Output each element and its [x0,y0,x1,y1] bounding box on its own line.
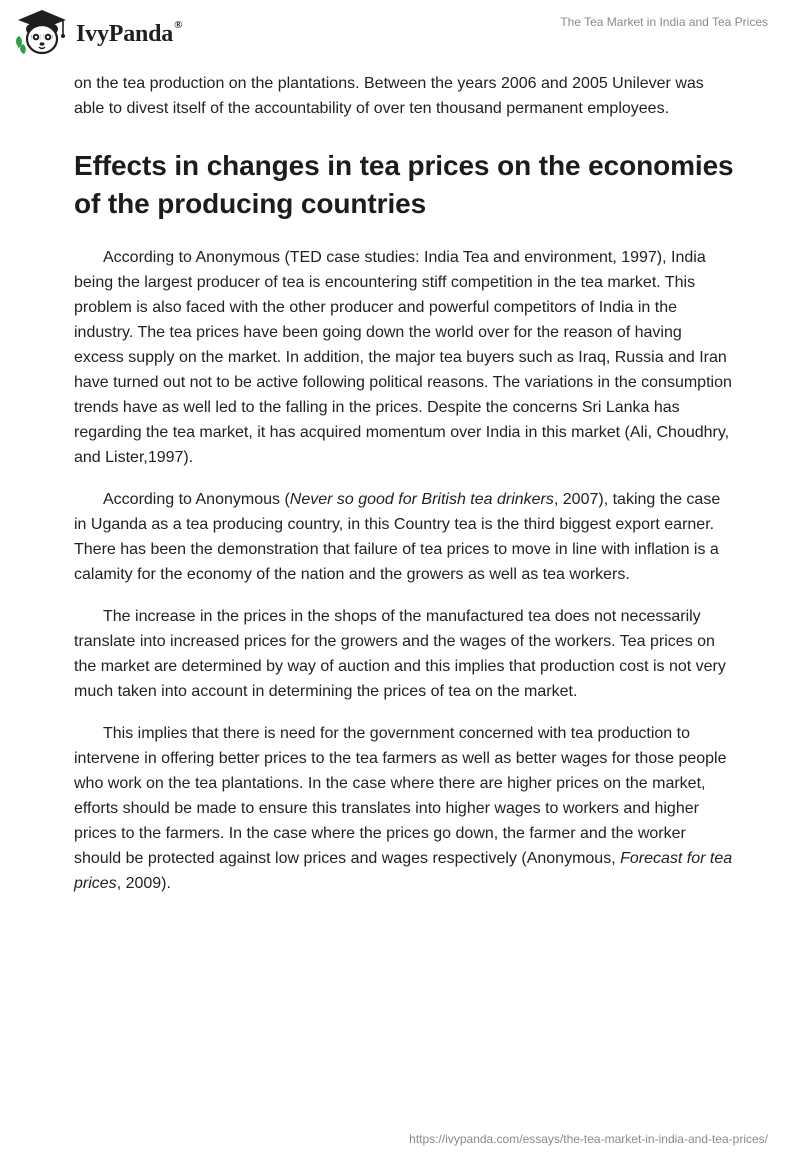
paragraph-4-start: This implies that there is need for the government concerned with tea production to intervene in offering better prices to the tea farmers as well as better wages for those people who work on the tea plantations. In the case where there are higher prices on the market, efforts should be made to ensure this translates into higher wages to workers and higher prices to the farmers. In the case where the prices go down, the farmer and the worker should be protected against low prices and wages respectively (Anonymous, [74,725,727,867]
intro-paragraph: on the tea production on the plantations. Between the years 2006 and 2005 Unilever was able to divest itself of the accountability of over ten thousand permanent employees. [74,75,704,117]
citation-title: Forecast for tea prices [74,850,733,892]
paragraph-3: The increase in the prices in the shops of the manufactured tea does not necessarily translate into increased prices for the growers and the wages of the workers. Tea prices on the market are determined by way of auction and this implies that production cost is not very much taken into account in determining the prices of tea on the market. [74,608,726,700]
document-title: The Tea Market in India and Tea Prices [560,15,768,29]
registered-mark: ® [174,18,183,31]
paragraph-2-end: , 2007), taking the case in Uganda as a tea producing country, in this Country tea is the third biggest export earner. There has been the demonstration that failure of tea prices to move in line with inflation is a calamity for the economy of the nation and the growers as well as tea workers. [74,491,721,583]
paragraph-2 [74,487,734,587]
article-body [74,71,734,896]
brand-logo[interactable] [14,8,182,58]
paragraph-1: According to Anonymous (TED case studies: India Tea and environment, 1997), India being the largest producer of tea is encountering stiff competition in the tea market. This problem is also faced with the other producer and powerful competitors of India in the industry. The tea prices have been going down the world over for the reason of having excess supply on the market. In addition, the major tea buyers such as Iraq, Russia and Iran have turned out not to be active following political reasons. The variations in the consumption trends have as well led to the falling in the prices. Despite the concerns Sri Lanka has regarding the tea market, it has acquired momentum over India in this market (Ali, Choudhry, and Lister,1997). [74,249,732,466]
panda-graduate-logo-icon [14,8,70,58]
paragraph-4 [74,721,734,896]
section-heading: Effects in changes in tea prices on the economies of the producing countries [74,150,734,219]
brand-name: IvyPanda® [76,18,183,47]
paragraph-2-start: According to Anonymous ( [103,491,290,508]
page-header [0,0,800,66]
source-url[interactable]: https://ivypanda.com/essays/the-tea-market-in-india-and-tea-prices/ [409,1132,768,1146]
citation-title: Never so good for British tea drinkers [289,491,554,508]
paragraph-4-end: , 2009). [116,875,171,892]
